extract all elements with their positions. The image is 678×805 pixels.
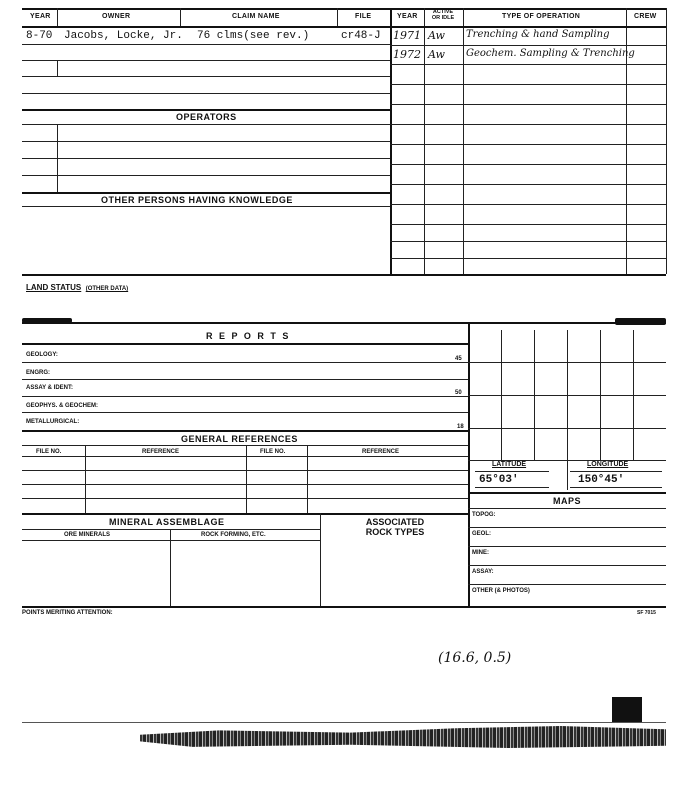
right-border <box>666 8 667 274</box>
row-line <box>390 124 666 125</box>
row-line <box>22 498 468 499</box>
lat-underline <box>475 471 549 472</box>
geophys-label: GEOPHYS. & GEOCHEM: <box>26 403 99 409</box>
geology-label: GEOLOGY: <box>26 352 58 358</box>
row-line <box>390 45 666 46</box>
divider <box>57 60 58 76</box>
divider <box>567 460 568 490</box>
claim-name-header: CLAIM NAME <box>232 13 280 20</box>
operators-rule <box>22 109 390 111</box>
header-rule <box>22 26 390 28</box>
points-meriting-attention: POINTS MERITING ATTENTION: <box>22 610 113 616</box>
type-of-operation-header: TYPE OF OPERATION <box>502 13 581 20</box>
latitude-value: 65°03' <box>479 474 519 486</box>
op-year-1: 1971 <box>393 29 421 42</box>
row-line <box>22 412 468 413</box>
row-line <box>22 141 390 142</box>
claim-year: 8-70 <box>26 30 53 42</box>
land-status-rule <box>22 274 666 276</box>
reports-right-border <box>468 322 470 606</box>
row-line <box>390 241 666 242</box>
scan-block <box>612 697 642 723</box>
crew-header: CREW <box>634 13 657 20</box>
maps-mine: MINE: <box>472 550 489 556</box>
divider <box>170 529 171 606</box>
longitude-value: 150°45' <box>578 474 625 486</box>
divider <box>180 8 181 26</box>
active-header: ACTIVE <box>432 9 454 15</box>
bottom-rule <box>22 606 666 608</box>
op-status-1: Aw <box>428 29 445 42</box>
center-divider <box>390 8 392 274</box>
ref-reference-2: REFERENCE <box>362 449 400 455</box>
ore-minerals-header: ORE MINERALS <box>64 532 111 538</box>
row-line <box>22 44 390 45</box>
op-year-2: 1972 <box>393 48 421 61</box>
row-line <box>390 204 666 205</box>
row-line <box>468 584 666 585</box>
row-line <box>22 76 390 77</box>
maps-rule <box>468 492 666 494</box>
handwritten-coords: (16.6, 0.5) <box>438 650 512 666</box>
grid-line <box>468 395 666 396</box>
reports-rule <box>22 343 468 345</box>
row-line <box>22 362 468 363</box>
row-line <box>22 206 390 207</box>
maps-other: OTHER (& PHOTOS) <box>472 588 530 594</box>
reports-title: R E P O R T S <box>206 331 291 341</box>
active-idle-header <box>428 9 458 21</box>
row-line <box>390 184 666 185</box>
claim-name: 76 clms(see rev.) <box>197 30 310 42</box>
form-number: SF 7015 <box>637 610 656 616</box>
general-references-title: GENERAL REFERENCES <box>181 434 298 444</box>
row-line <box>468 546 666 547</box>
divider <box>463 8 464 274</box>
top-border <box>22 8 666 10</box>
other-persons-title: OTHER PERSONS HAVING KNOWLEDGE <box>101 195 293 205</box>
maps-topog: TOPOG: <box>472 512 496 518</box>
geology-num: 45 <box>455 356 462 362</box>
row-line <box>22 540 320 541</box>
long-underline <box>570 471 662 472</box>
maps-title: MAPS <box>553 496 582 506</box>
row-line <box>390 258 666 259</box>
file-header: FILE <box>355 13 372 20</box>
associated-rock-types <box>322 517 468 537</box>
row-line <box>22 396 468 397</box>
assay-label: ASSAY & IDENT: <box>26 385 74 391</box>
metallurgical-label: METALLURGICAL: <box>26 419 80 425</box>
row-line <box>390 64 666 65</box>
divider <box>424 8 425 274</box>
claim-file: cr48-J <box>341 30 381 42</box>
assay-num: 50 <box>455 390 462 396</box>
engrg-label: ENGRG: <box>26 370 50 376</box>
divider <box>320 513 321 606</box>
row-line <box>468 527 666 528</box>
mineral-rule <box>22 513 468 515</box>
row-line <box>468 565 666 566</box>
metallurgical-num: 18 <box>457 424 464 430</box>
ref-reference-1: REFERENCE <box>142 449 180 455</box>
row-line <box>390 144 666 145</box>
ops-year-header: YEAR <box>397 13 418 20</box>
maps-geol: GEOL: <box>472 531 491 537</box>
owner-header: OWNER <box>102 13 131 20</box>
longitude-label: LONGITUDE <box>587 461 629 468</box>
ref-file-no-2: FILE NO. <box>260 449 286 455</box>
long-box <box>570 487 662 488</box>
row-line <box>390 164 666 165</box>
associated-line-1: ASSOCIATED <box>365 517 425 527</box>
op-type-1: Trenching & hand Sampling <box>466 29 610 40</box>
row-line <box>390 84 666 85</box>
land-status-main: LAND STATUS <box>26 283 82 292</box>
land-status-sub: (OTHER DATA) <box>85 286 129 292</box>
land-status-label <box>26 277 128 295</box>
general-ref-rule <box>22 430 468 432</box>
op-type-2: Geochem. Sampling & Trenching <box>466 48 635 59</box>
mineral-assemblage-title: MINERAL ASSEMBLAGE <box>109 517 225 527</box>
associated-line-2: ROCK TYPES <box>365 527 425 537</box>
divider <box>57 8 58 26</box>
row-line <box>390 104 666 105</box>
row-line <box>22 529 320 530</box>
lat-box <box>475 487 549 488</box>
row-line <box>22 484 468 485</box>
grid-line <box>468 428 666 429</box>
op-status-2: Aw <box>428 48 445 61</box>
mid-rule <box>22 322 666 324</box>
row-line <box>22 158 390 159</box>
scan-noise <box>140 726 666 748</box>
latitude-label: LATITUDE <box>492 461 527 468</box>
operators-title: OPERATORS <box>176 112 237 122</box>
other-rule <box>22 192 390 194</box>
row-line <box>22 456 468 457</box>
scan-line <box>22 722 666 723</box>
maps-assay: ASSAY: <box>472 569 494 575</box>
grid-line <box>468 362 666 363</box>
row-line <box>22 175 390 176</box>
row-line <box>390 224 666 225</box>
header-rule <box>390 26 666 28</box>
row-line <box>468 508 666 509</box>
row-line <box>22 60 390 61</box>
row-line <box>22 93 390 94</box>
row-line <box>22 124 390 125</box>
idle-header: OR IDLE <box>431 15 455 21</box>
claim-owner: Jacobs, Locke, Jr. <box>64 30 183 42</box>
ref-file-no-1: FILE NO. <box>36 449 62 455</box>
divider <box>337 8 338 26</box>
row-line <box>22 445 468 446</box>
row-line <box>22 470 468 471</box>
rock-forming-header: ROCK FORMING, ETC. <box>201 532 266 538</box>
row-line <box>22 379 468 380</box>
year-header: YEAR <box>30 13 51 20</box>
